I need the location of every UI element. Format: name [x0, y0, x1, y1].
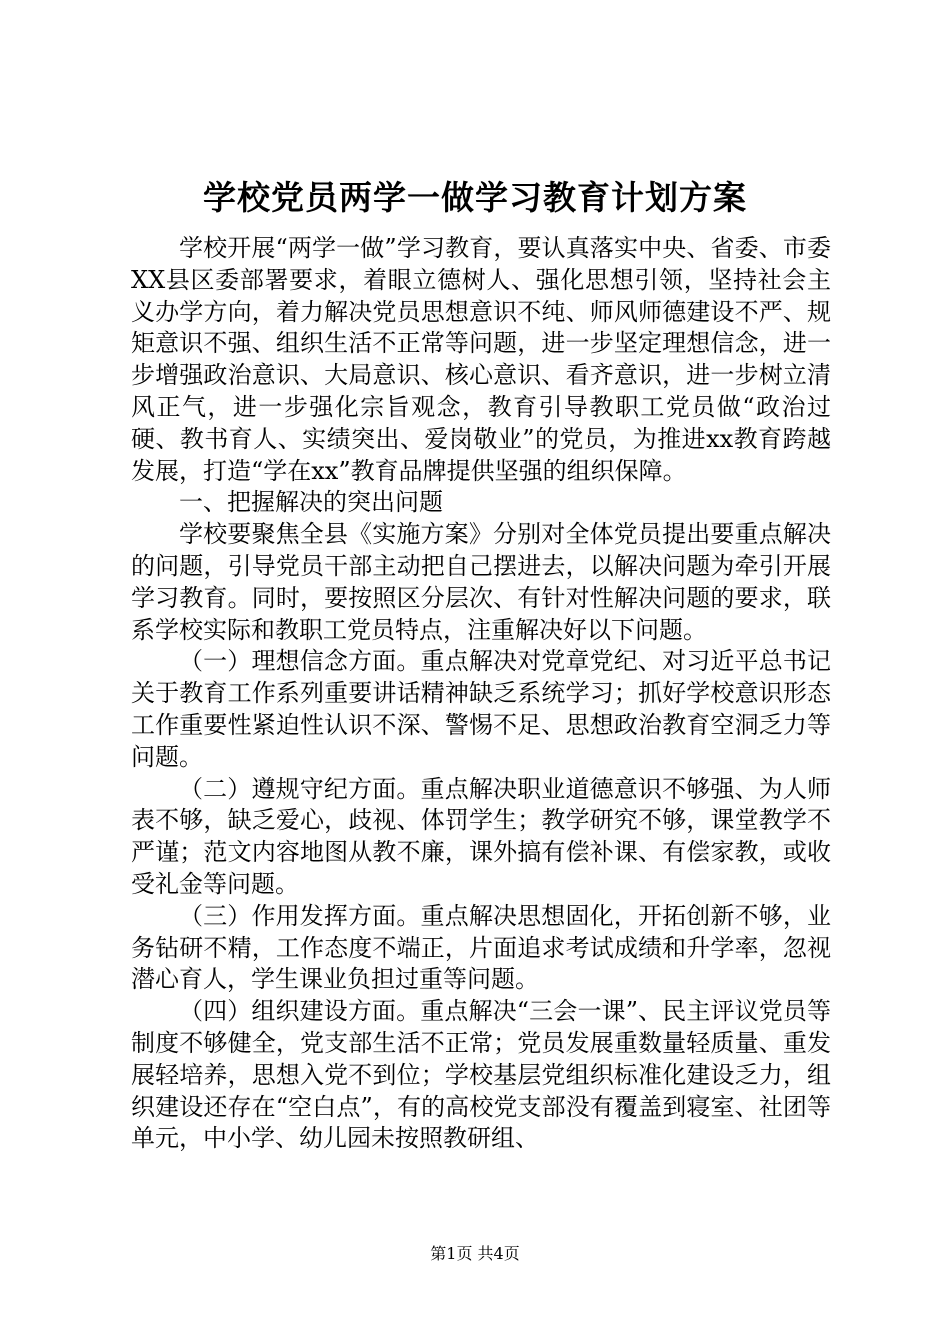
document-body [131, 233, 831, 1155]
paragraph-item-2: （二）遵规守纪方面。重点解决职业道德意识不够强、为人师表不够，缺乏爱心，歧视、体罚学生；教学研究不够，课堂教学不严谨；范文内容地图从教不廉，课外搞有偿补课、有偿家教，或收受礼金等问题。 [131, 774, 831, 898]
document-title: 学校党员两学一做学习教育计划方案 [203, 178, 747, 217]
section-heading-1: 一、把握解决的突出问题 [179, 488, 443, 517]
paragraph-intro: 学校开展“两学一做”学习教育，要认真落实中央、省委、市委XX县区委部署要求，着眼立德树人、强化思想引领，坚持社会主义办学方向，着力解决党员思想意识不纯、师风师德建设不严、规矩意识不强、组织生活不正常等问题，进一步坚定理想信念，进一步增强政治意识、大局意识、核心意识、看齐意识，进一步树立清风正气，进一步强化宗旨观念，教育引导教职工党员做“政治过硬、教书育人、实绩突出、爱岗敬业”的党员，为推进xx教育跨越发展，打造“学在xx”教育品牌提供坚强的组织保障。 [131, 234, 831, 485]
paragraph-item-1: （一）理想信念方面。重点解决对党章党纪、对习近平总书记关于教育工作系列重要讲话精神缺乏系统学习；抓好学校意识形态工作重要性紧迫性认识不深、警惕不足、思想政治教育空洞乏力等问题。 [131, 647, 831, 771]
page-footer: 第1页 共4页 [430, 1244, 520, 1263]
paragraph-item-3: （三）作用发挥方面。重点解决思想固化，开拓创新不够，业务钻研不精，工作态度不端正，片面追求考试成绩和升学率，忽视潜心育人，学生课业负担过重等问题。 [131, 901, 831, 994]
paragraph-section-1: 学校要聚焦全县《实施方案》分别对全体党员提出要重点解决的问题，引导党员干部主动把自己摆进去，以解决问题为牵引开展学习教育。同时，要按照区分层次、有针对性解决问题的要求，联系学校实际和教职工党员特点，注重解决好以下问题。 [131, 520, 831, 644]
paragraph-item-4: （四）组织建设方面。重点解决“三会一课”、民主评议党员等制度不够健全，党支部生活不正常；党员发展重数量轻质量、重发展轻培养，思想入党不到位；学校基层党组织标准化建设乏力，组织建设还存在“空白点”，有的高校党支部没有覆盖到寝室、社团等单元，中小学、幼儿园未按照教研组、 [131, 997, 831, 1153]
